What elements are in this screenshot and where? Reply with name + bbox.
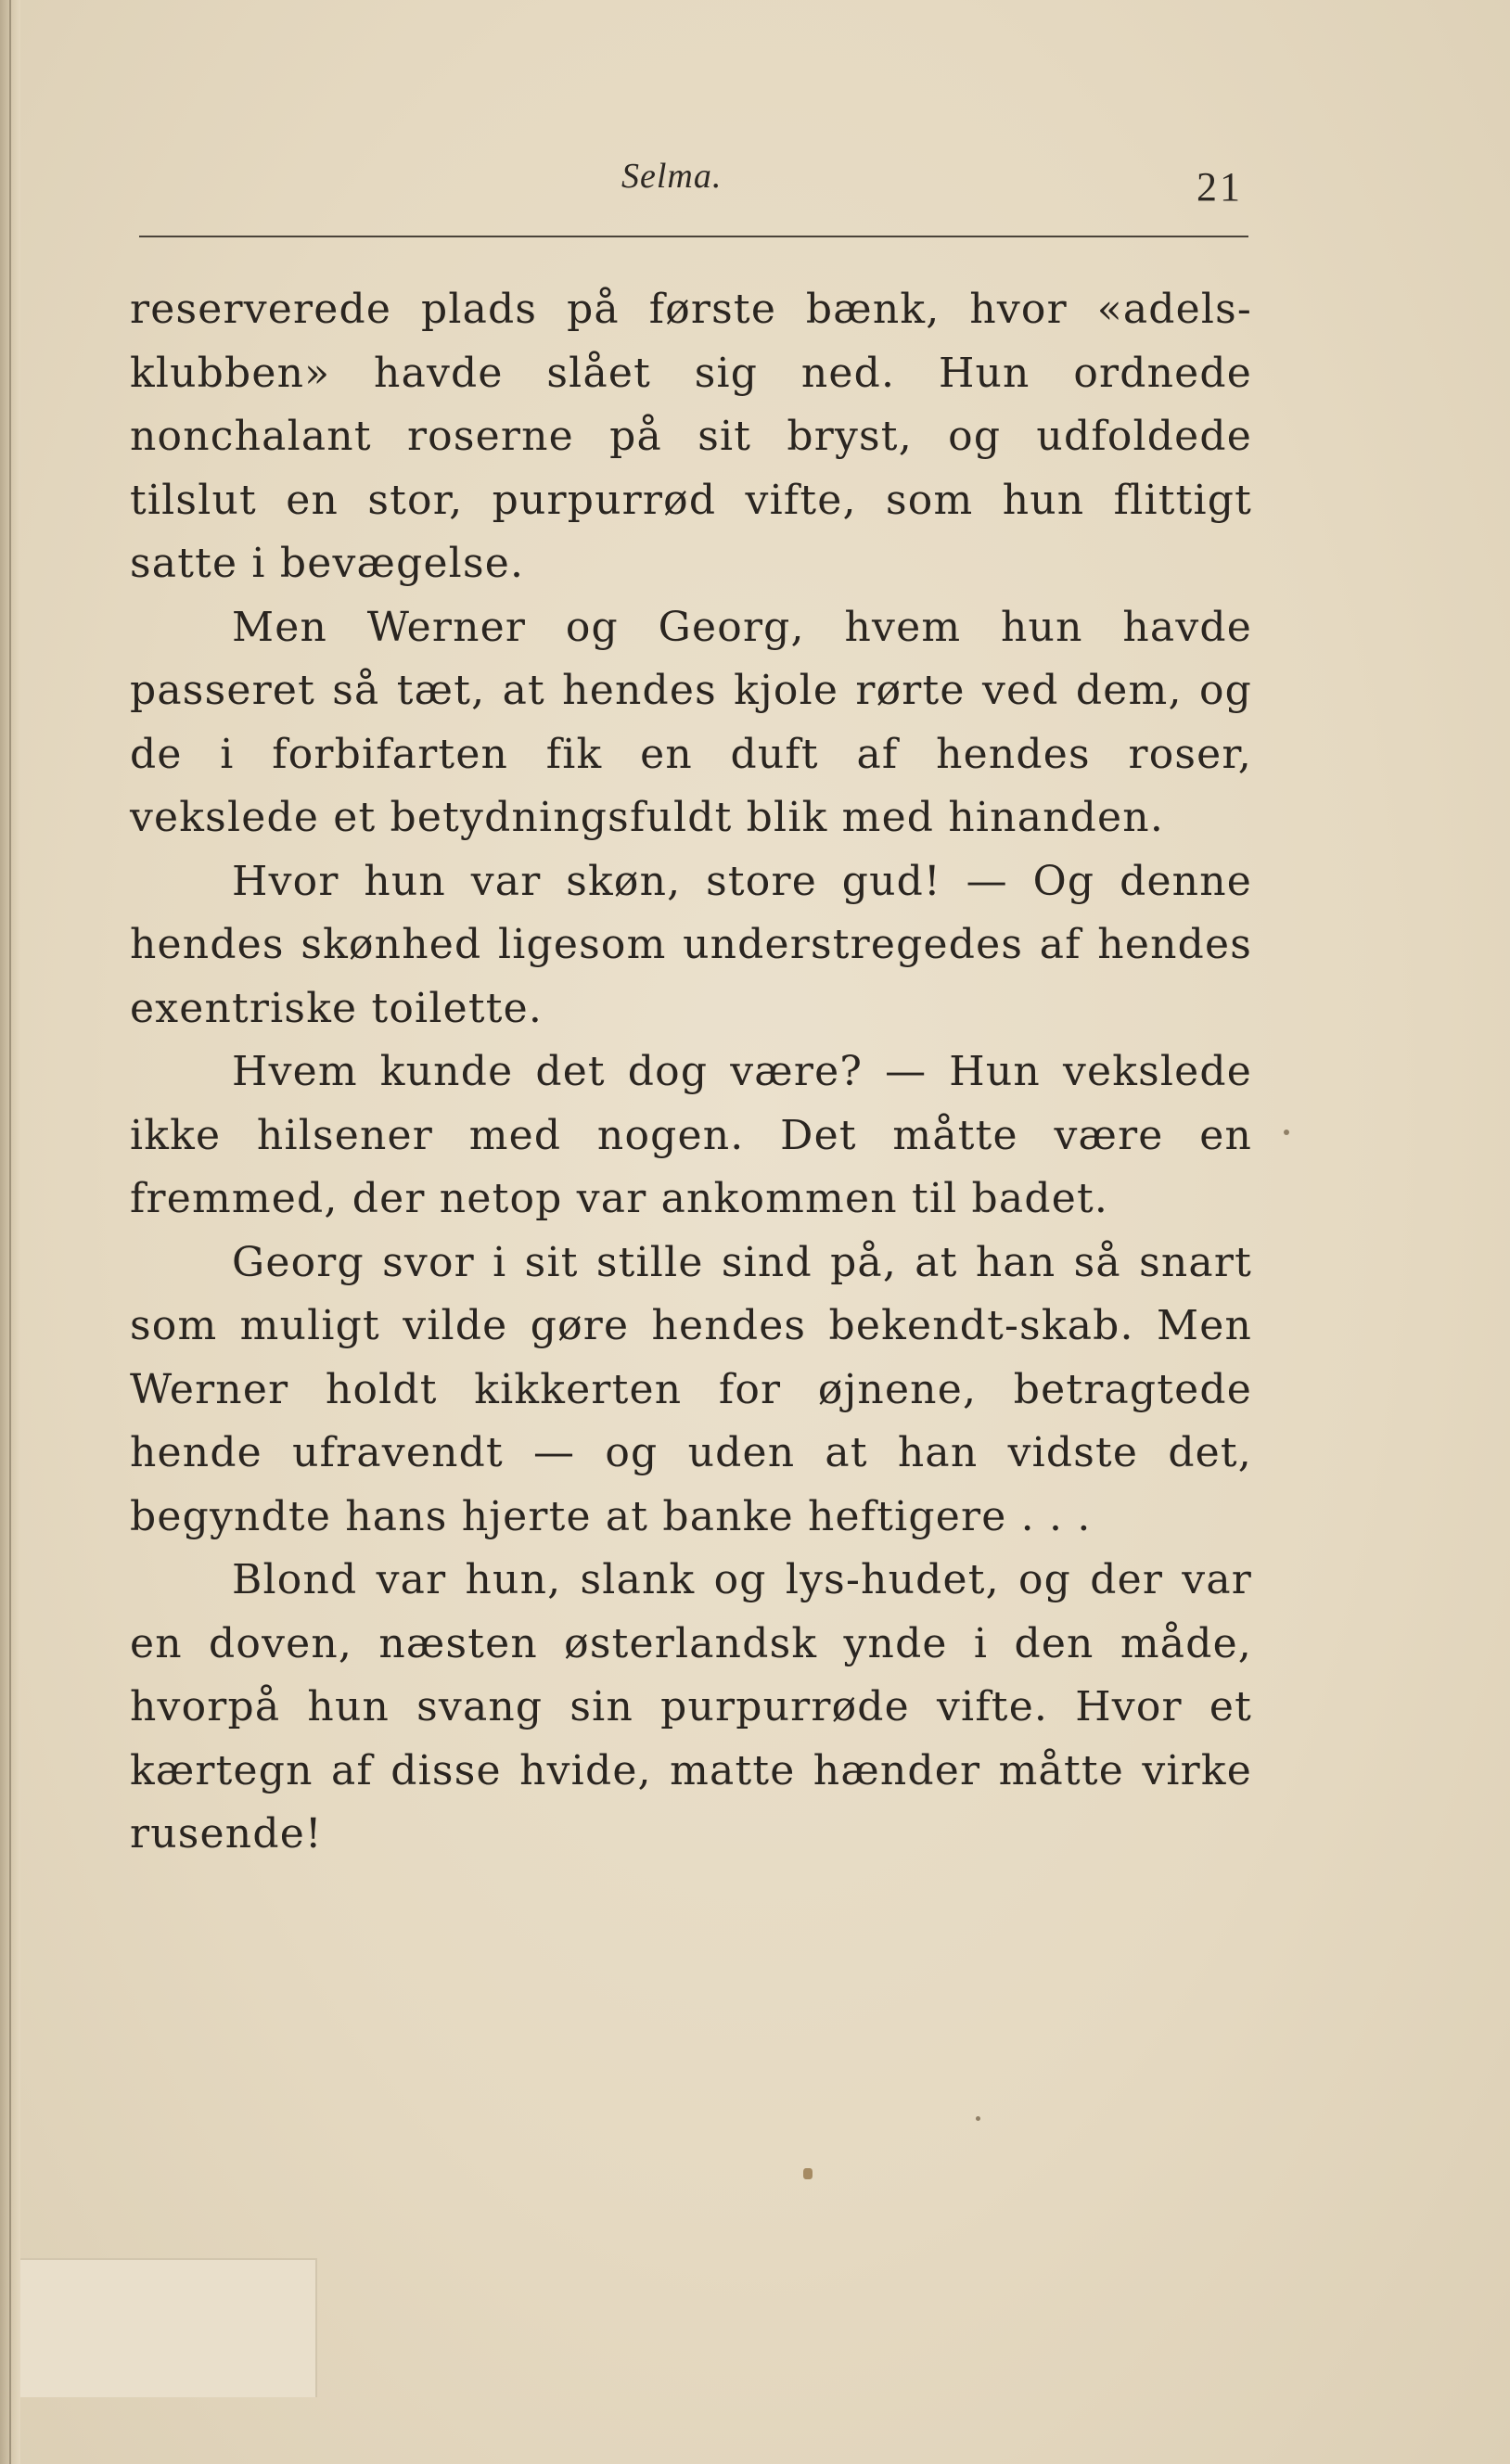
page-gutter — [0, 0, 20, 2464]
paragraph: Georg svor i sit stille sind på, at han så snart som muligt vilde gøre hendes bekendt-skab. Men Werner holdt kikkerten for øjnene, betragtede hende ufravendt — og uden at han vidste det, begyndte hans hjerte at banke heftigere . . . — [130, 1238, 1252, 1540]
paper-speck — [1284, 1130, 1289, 1135]
paragraph: Hvem kunde det dog være? — Hun vekslede ikke hilsener med nogen. Det måtte være en fremmed, der netop var ankommen til badet. — [130, 1048, 1252, 1222]
gutter-line — [9, 0, 11, 2464]
paper-speck — [976, 2116, 980, 2121]
paper-speck — [803, 2168, 813, 2179]
page-number: 21 — [1196, 164, 1243, 210]
header-rule — [139, 236, 1248, 237]
body-text — [130, 278, 1252, 1867]
paragraph: Men Werner og Georg, hvem hun havde passeret så tæt, at hendes kjole rørte ved dem, og de i forbifarten fik en duft af hendes roser, vekslede et betydningsfuldt blik med hinanden. — [130, 603, 1252, 841]
running-title: Selma. — [621, 157, 723, 196]
paragraph: Hvor hun var skøn, store gud! — Og denne hendes skønhed ligesom understregedes af hendes exentriske toilette. — [130, 857, 1252, 1032]
paragraph: Blond var hun, slank og lys-hudet, og der var en doven, næsten østerlandsk ynde i den måde, hvorpå hun svang sin purpurrøde vifte. Hvor et kærtegn af disse hvide, matte hænder måtte virke rusende! — [130, 1556, 1252, 1858]
page-header — [139, 148, 1252, 210]
paragraph: reserverede plads på første bænk, hvor «adels-klubben» havde slået sig ned. Hun ordnede nonchalant roserne på sit bryst, og udfoldede tilslut en stor, purpurrød vifte, som hun flittigt satte i bevægelse. — [130, 286, 1252, 587]
library-label-area — [20, 2258, 317, 2397]
